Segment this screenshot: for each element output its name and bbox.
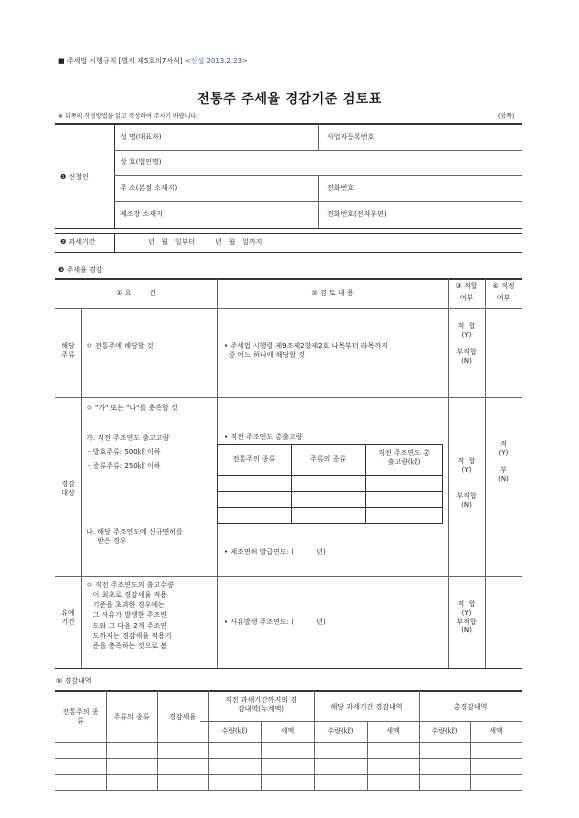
row-target-req-d: - 증류주류: 250㎘ 이하 [88,462,161,470]
details-col-kind: 주류의 종류 [113,713,150,721]
inner-col-shipment: 직전 주조연도 총 출고량(㎘) [378,449,430,466]
details-col-traditional: 전통주의 종 류 [62,708,99,725]
row-target-req-e: 나. 해당 주조연도에 신규면허를 받은 경우 [86,528,183,545]
period-text: 년 월 일부터 년 월 일까지 [148,238,263,246]
phone-label: 전화번호 [327,184,355,192]
row-grace-label: 유예 기간 [61,609,75,626]
inner-col-traditional: 전통주의 종류 [232,455,276,463]
row-grace-review: • 사유발생 주조연도: ( 년) [224,618,326,626]
row-liquor-fit: 적 합 (Y) 부적합 (N) [456,322,477,365]
details-curr-qty: 수량(㎘) [327,727,354,735]
row-target-label: 경감 대상 [61,480,75,497]
details-total-qty: 수량(㎘) [431,727,458,735]
row-grace-fit: 적 합 (Y) 부적합 (N) [456,600,477,635]
period-section-label: ❷ 과세기간 [60,238,96,246]
details-curr-tax: 세액 [386,727,400,735]
col-fit-sub: 여부 [459,294,474,302]
rule-reference: 주세법 시행규칙 [별지 제5호의7서식] [66,57,183,65]
col-ok-title: ④ 적정 [492,282,515,290]
factory-label: 제조장 소재지 [120,210,163,218]
fax-email-label: 전화번호(전자우편) [327,210,387,218]
row-target-req-c: - 발효주류: 500㎘ 이하 [88,448,161,456]
row-target-fit: 적 합 (Y) 부적합 (N) [456,457,477,509]
details-section-label: ⑤ 경감내역 [56,677,92,685]
details-col-previous: 직전 과세기간까지의 경 감내역(누계액) [224,696,298,713]
applicant-section-label: ❶ 신청인 [60,173,89,181]
row-target-review-a: • 직전 주조연도 총출고량 [224,433,303,441]
bullet-icon: ■ [58,57,65,65]
instruction-note: ※ 뒤쪽의 작성방법을 읽고 작성하여 주시기 바랍니다. [58,113,199,120]
name-label: 성 명(대표자) [120,133,162,141]
ok-yes-no: 적 (Y) 부 (N) [498,440,509,483]
page-side: (앞쪽) [498,113,515,120]
col-ok-sub: 여부 [496,294,511,302]
revision-note: <신설 2013.2.23> [184,57,248,65]
company-label: 상 호(법인명) [120,158,162,166]
page-title: 전통주 주세율 경감기준 검토표 [197,92,382,107]
row-target-req-b: 가. 직전 주조연도 출고고량 [86,434,170,442]
col-requirement: ① 요 건 [116,289,156,297]
address-label: 주 소(본점 소재지) [120,184,178,192]
row-liquor-label: 해당 주류 [61,342,75,359]
details-col-rate: 경감세율 [168,713,197,721]
col-review: ② 검 토 내 용 [311,289,354,297]
details-prev-qty: 수량(㎘) [221,727,248,735]
row-target-review-b: • 제조면허 발급연도: ( 년) [224,548,326,556]
reduction-section-label: ❸ 주세율 경감 [58,266,103,274]
inner-col-kind: 주류의 종류 [309,455,347,463]
details-total-tax: 세액 [489,727,503,735]
row-target-req-a: ㅇ "가" 또는 "나"를 충족할 것 [86,404,178,412]
bizno-label: 사업자등록번호 [327,133,375,141]
details-col-current: 해당 과세기간 경감내역 [330,703,403,711]
row-grace-requirement: ㅇ 직전 주조연도의 출고수량 이 최초로 경감세율 적용 기준을 초과한 경우에는 그 사유가 발생한 주조연 도와 그 다음 2개 주조연 도까지는 경감세율 적용기 준을 충족하는 것으로 봄 [86,581,174,650]
row-liquor-requirement: ㅇ 전통주에 해당할 것 [86,342,154,350]
details-col-total: 총경감내역 [453,703,488,711]
form-reference [58,57,248,66]
details-prev-tax: 세액 [280,727,295,735]
col-fit-title: ③ 적합 [455,282,478,290]
row-liquor-review: • 주세법 시행령 제9조제2항제2호 나목부터 라목까지 중 어느 하나에 해당할 것 [224,342,388,359]
